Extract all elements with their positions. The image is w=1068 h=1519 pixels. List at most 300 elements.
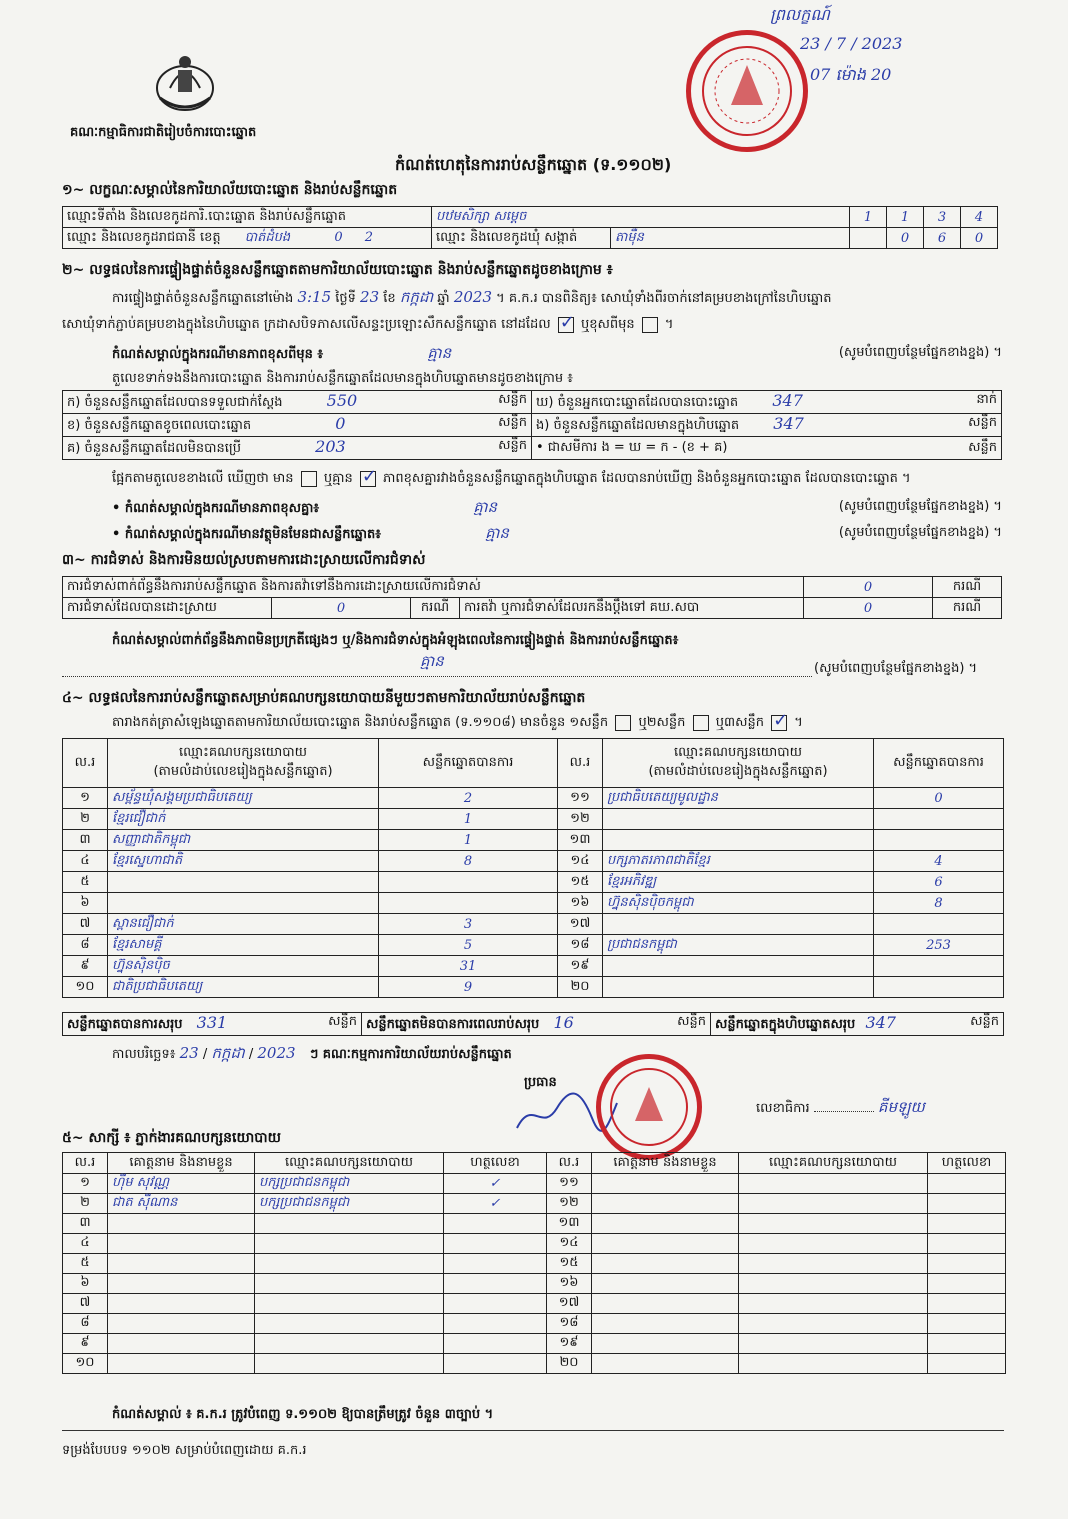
row-number: ១៨ — [547, 1314, 592, 1334]
witness-party — [255, 1354, 444, 1374]
province-cell — [63, 228, 432, 249]
diff-note-value: គ្មាន — [473, 498, 498, 516]
table-row — [63, 893, 1004, 914]
chair-label: ប្រធាន — [524, 1075, 557, 1090]
secretary-line — [756, 1098, 925, 1120]
witness-signature — [928, 1214, 1006, 1234]
table-row — [63, 977, 1004, 998]
party-name: ហ្វ៊ុនស៊ិនប៉ិចកម្ពុជា — [603, 893, 874, 914]
row-number: ១៦ — [558, 893, 603, 914]
witness-party — [739, 1314, 928, 1334]
vote-count — [874, 809, 1004, 830]
witness-party — [255, 1334, 444, 1354]
row-number: ១១ — [558, 788, 603, 809]
row-number: ៨ — [63, 935, 108, 956]
row-number: ២០ — [547, 1354, 592, 1374]
handwritten-note-3: 07 ម៉ោង 20 — [810, 65, 892, 84]
row-number: ១២ — [547, 1194, 592, 1214]
secretary-name: គីមឡូយ — [877, 1098, 925, 1116]
witness-name — [592, 1174, 739, 1194]
figure-label: ក) ចំនួនសន្លឹកឆ្នោតដែលបានទទួលជាក់ស្តែង — [67, 395, 283, 410]
figure-label: ឃ) ចំនួនអ្នកបោះឆ្នោតដែលបានបោះឆ្នោត — [536, 395, 739, 410]
witness-name — [108, 1334, 255, 1354]
total-valid-cell — [63, 1013, 362, 1036]
objections-count: 0 — [804, 577, 933, 598]
bottom-note: ទម្រង់បែបបទ ១១០២ សម្រាប់បំពេញដោយ គ.ក.រ — [62, 1443, 307, 1458]
table-row — [63, 788, 1004, 809]
party-name: ខ្មែរជឿជាក់ — [108, 809, 379, 830]
unit-label: សន្លឹក — [328, 1014, 357, 1029]
witness-signature — [928, 1194, 1006, 1214]
has-difference-checkbox[interactable] — [301, 471, 317, 487]
row-number: ៥ — [63, 872, 108, 893]
location-label: ឈ្មោះទីតាំង និងលេខកូដការិ.បោះឆ្នោត និងរាប់សន្លឹកឆ្នោត — [63, 207, 432, 228]
vote-count: 3 — [379, 914, 558, 935]
diff-note — [112, 498, 1002, 520]
table-row — [63, 1174, 1006, 1194]
witness-signature — [444, 1354, 547, 1374]
witness-signature — [928, 1274, 1006, 1294]
seal-status-text: សោឃុំទាក់ភ្ជាប់គម្របខាងក្នុងនៃហិបឆ្នោត ក្រដាសបិទភាសលើសន្ទះប្រឡោះសឹកសន្លឹកឆ្នោត នៅដដែល — [62, 317, 551, 332]
code-digit: 4 — [961, 207, 998, 228]
witness-signature — [444, 1274, 547, 1294]
row-number: ១៦ — [547, 1274, 592, 1294]
changed-checkbox[interactable] — [642, 317, 658, 333]
witness-name — [108, 1294, 255, 1314]
resolved-count: 0 — [272, 598, 411, 619]
witness-signature — [444, 1234, 547, 1254]
vote-count — [874, 977, 1004, 998]
witness-name — [108, 1274, 255, 1294]
official-stamp-bottom — [596, 1054, 702, 1160]
witness-name — [592, 1334, 739, 1354]
party-name: សម្ព័ន្ធឃុំសង្គមប្រជាធិបតេយ្យ — [108, 788, 379, 809]
official-stamp-top — [686, 30, 808, 152]
witness-party — [739, 1194, 928, 1214]
table-row — [63, 935, 1004, 956]
party-name: ប្រជាជនកម្ពុជា — [603, 935, 874, 956]
party-name: ស្ពានជឿជាក់ — [108, 914, 379, 935]
table-row — [63, 1194, 1006, 1214]
row-number: ៧ — [63, 1294, 108, 1314]
total-box-label: សន្លឹកឆ្នោតក្នុងហិបឆ្នោតសរុប — [715, 1017, 856, 1032]
witness-col-sign: ហត្ថលេខា — [928, 1153, 1006, 1174]
verification-time: 3:15 — [297, 288, 332, 306]
proxy-note-value: គ្មាន — [485, 524, 509, 542]
witness-name — [108, 1254, 255, 1274]
witness-name: ហ៊ីម សុវណ្ណ — [108, 1174, 255, 1194]
witness-signature — [928, 1174, 1006, 1194]
commune-label: ឈ្មោះ និងលេខកូដឃុំ សង្កាត់ — [432, 228, 611, 249]
col-votes-header: សន្លឹកឆ្នោតបានការ — [379, 739, 558, 788]
row-number: ១៧ — [558, 914, 603, 935]
witness-col-sign: ហត្ថលេខា — [444, 1153, 547, 1174]
section4-title: ៤~ លទ្ធផលនៃការរាប់សន្លឹកឆ្នោតសម្រាប់គណបក្សនយោបាយនីមួយៗតាមការិយាល័យរាប់សន្លឹកឆ្នោត — [62, 690, 586, 706]
figures-intro: តួលេខទាក់ទងនឹងការបោះឆ្នោត និងការរាប់សន្លឹកឆ្នោតដែលមានក្នុងហិបឆ្នោតមានដូចខាងក្រោម ៖ — [112, 371, 573, 386]
party-name: ហ្វ៊ុនស៊ិនប៉ិច — [108, 956, 379, 977]
equation-label: • ជាសមីការ ង = ឃ = ក - (ខ + គ) — [536, 439, 728, 455]
col-no-header: ល.រ — [558, 739, 603, 788]
fill-hint: (សូមបំពេញបន្ថែមផ្នែកខាងខ្នង) ។ — [814, 661, 978, 676]
verification-year-label: ឆ្នាំ — [437, 291, 450, 306]
unit-label: ករណី — [411, 598, 460, 619]
figures-table — [62, 390, 1002, 460]
party-name: ខ្មែរអភិវឌ្ឍ — [603, 872, 874, 893]
witness-name — [592, 1194, 739, 1214]
row-number: ១ — [63, 1174, 108, 1194]
row-number: ៣ — [63, 830, 108, 851]
witness-table — [62, 1152, 1006, 1374]
party-name — [603, 977, 874, 998]
figure-label: ខ) ចំនួនសន្លឹកឆ្នោតខូចពេលបោះឆ្នោត — [67, 418, 252, 433]
witness-name — [108, 1354, 255, 1374]
table-row — [63, 851, 1004, 872]
figure-value: 550 — [326, 391, 358, 410]
province-value: បាត់ដំបង — [244, 229, 291, 245]
proxy-note-label: • កំណត់សម្គាល់ក្នុងករណីមានវត្ថុមិនមែនជាសន្លឹកឆ្នោត៖ — [112, 527, 381, 542]
col-votes-header: សន្លឹកឆ្នោតបានការ — [874, 739, 1004, 788]
witness-name — [108, 1214, 255, 1234]
seal-note — [112, 344, 1002, 366]
witness-party — [255, 1314, 444, 1334]
vote-count: 5 — [379, 935, 558, 956]
party-name: ខ្មែរស្នេហាជាតិ — [108, 851, 379, 872]
footer-divider — [62, 1430, 1004, 1431]
row-number: ២០ — [558, 977, 603, 998]
witness-signature — [444, 1334, 547, 1354]
witness-signature — [444, 1314, 547, 1334]
commune-code-digit: 0 — [961, 228, 998, 249]
figure-value: 203 — [315, 437, 346, 456]
compare-tail: ភាពខុសគ្នារវាងចំនួនសន្លឹកឆ្នោតក្នុងហិបឆ្នោត ដែលបានរាប់ឃើញ និងចំនួនអ្នកបោះឆ្នោត ដែលបានបោះឆ្នោត ។ — [383, 471, 911, 486]
vote-count: 1 — [379, 830, 558, 851]
witness-signature — [444, 1294, 547, 1314]
vote-count — [874, 956, 1004, 977]
two-sheet-checkbox[interactable] — [693, 715, 709, 731]
vote-count — [874, 830, 1004, 851]
no-difference-label: ឬគ្មាន — [323, 471, 353, 486]
witness-col-party: ឈ្មោះគណបក្សនយោបាយ — [255, 1153, 444, 1174]
table-row — [63, 1274, 1006, 1294]
verification-month: កក្កដា — [399, 288, 434, 306]
section1-table — [62, 206, 998, 249]
witness-party — [739, 1294, 928, 1314]
witness-signature — [928, 1254, 1006, 1274]
total-box-cell — [711, 1013, 1004, 1036]
witness-name — [592, 1274, 739, 1294]
table-row — [63, 1314, 1006, 1334]
row-number: ១២ — [558, 809, 603, 830]
empty-cell — [850, 228, 887, 249]
row-number: ៥ — [63, 1254, 108, 1274]
commune-value: តាម៉ឺន — [611, 228, 850, 249]
witness-signature: ✓ — [444, 1174, 547, 1194]
no-difference-checkbox[interactable] — [360, 471, 376, 487]
three-sheet-label: ឬ៣សន្លឹក — [715, 715, 764, 730]
unit-label: ករណី — [933, 598, 1002, 619]
verification-time-label: ការផ្ទៀងផ្ទាត់ចំនួនសន្លឹកឆ្នោតនៅម៉ោង — [112, 291, 294, 306]
vote-count: 6 — [874, 872, 1004, 893]
row-number: ១៥ — [558, 872, 603, 893]
row-number: ៨ — [63, 1314, 108, 1334]
witness-col-party: ឈ្មោះគណបក្សនយោបាយ — [739, 1153, 928, 1174]
witness-name — [592, 1234, 739, 1254]
row-number: ១ — [63, 788, 108, 809]
seal-note-value: គ្មាន — [427, 344, 452, 362]
figure-value: 0 — [335, 414, 346, 433]
col-party-header — [108, 739, 379, 788]
witness-party — [255, 1274, 444, 1294]
witness-col-no: ល.រ — [547, 1153, 592, 1174]
sheet-count-line: តារាងកត់ត្រាសំឡេងឆ្នោតតាមការិយាល័យបោះឆ្នោត និងរាប់សន្លឹកឆ្នោត (ទ.១១០៨) មានចំនួន ១សន្លឹក ឬ២សន្លឹក ឬ៣សន្លឹក ✓ ។ — [112, 714, 803, 733]
row-number: ១៥ — [547, 1254, 592, 1274]
witness-name — [592, 1254, 739, 1274]
table-row — [63, 1294, 1006, 1314]
figure-label: គ) ចំនួនសន្លឹកឆ្នោតដែលមិនបានប្រើ — [67, 441, 241, 456]
figure-row — [532, 414, 1002, 437]
vote-count — [379, 872, 558, 893]
total-box-value: 347 — [865, 1013, 896, 1032]
province-code-digit: 0 — [334, 229, 343, 245]
equation-row — [532, 437, 1002, 460]
verification-text: ។ គ.ក.រ បានពិនិត្យ៖ សោឃុំទាំងពីរចាក់នៅគម្របខាងក្រៅនៃហិបឆ្នោត — [496, 291, 832, 306]
witness-name — [592, 1294, 739, 1314]
fill-hint: (សូមបំពេញបន្ថែមផ្នែកខាងខ្នង) ។ — [838, 345, 1002, 360]
vote-count: 9 — [379, 977, 558, 998]
witness-party — [739, 1174, 928, 1194]
two-sheet-label: ឬ២សន្លឹក — [638, 715, 686, 730]
code-digit: 3 — [924, 207, 961, 228]
witness-party — [739, 1354, 928, 1374]
row-number: ២ — [63, 1194, 108, 1214]
party-name — [603, 830, 874, 851]
witness-party: បក្សប្រជាជនកម្ពុជា — [255, 1174, 444, 1194]
province-code-digit: 2 — [364, 229, 374, 245]
table-row — [63, 956, 1004, 977]
section3-title: ៣~ ការជំទាស់ និងការមិនយល់ស្របតាមការដោះស្រាយលើការជំទាស់ — [62, 552, 426, 568]
witness-name — [108, 1314, 255, 1334]
figure-unit: សន្លឹក — [498, 392, 527, 407]
unit-label: សន្លឹក — [970, 1014, 999, 1029]
vote-count: 0 — [874, 788, 1004, 809]
location-value: បឋមសិក្សា សម្តេច — [432, 207, 850, 228]
national-emblem — [150, 48, 220, 116]
table-row — [63, 872, 1004, 893]
table-row — [63, 1354, 1006, 1374]
witness-signature — [928, 1294, 1006, 1314]
witness-signature — [928, 1354, 1006, 1374]
row-number: ៤ — [63, 851, 108, 872]
verification-month-label: ខែ — [383, 291, 396, 306]
proxy-note — [112, 524, 1002, 546]
objections-label: ការជំទាស់ពាក់ព័ន្ធនឹងការរាប់សន្លឹកឆ្នោត និងការតវ៉ាទៅនឹងការដោះស្រាយលើការជំទាស់ — [63, 577, 804, 598]
party-name: ជាតិប្រជាធិបតេយ្យ — [108, 977, 379, 998]
figure-value: 347 — [773, 414, 804, 433]
resolved-label: ការជំទាស់ដែលបានដោះស្រាយ — [63, 598, 272, 619]
commune-code-digit: 0 — [887, 228, 924, 249]
total-invalid-cell — [362, 1013, 711, 1036]
col-party-sub: (តាមលំដាប់លេខរៀងក្នុងសន្លឹកឆ្នោត) — [648, 764, 828, 779]
code-digit: 1 — [850, 207, 887, 228]
date-label: កាលបរិច្ឆេទ៖ — [112, 1047, 176, 1062]
compare-line — [112, 470, 911, 489]
vote-count: 8 — [379, 851, 558, 872]
appeal-count: 0 — [804, 598, 933, 619]
row-number: ៤ — [63, 1234, 108, 1254]
vote-count: 2 — [379, 788, 558, 809]
figure-value: 347 — [772, 391, 803, 410]
secretary-signature — [814, 1111, 874, 1112]
witness-signature — [928, 1334, 1006, 1354]
witness-name — [108, 1234, 255, 1254]
irregularity-note-label: កំណត់សម្គាល់ពាក់ព័ន្ធនឹងភាពមិនប្រក្រតីផ្សេងៗ ឬ/និងការជំទាស់ក្នុងអំឡុងពេលនៃការផ្ទៀងផ្ទាត់ និងការរាប់សន្លឹកឆ្នោត៖ — [112, 633, 679, 648]
vote-count: 253 — [874, 935, 1004, 956]
party-name — [108, 872, 379, 893]
row-number: ៦ — [63, 893, 108, 914]
row-number: ១១ — [547, 1174, 592, 1194]
col-party-label: ឈ្មោះគណបក្សនយោបាយ — [674, 745, 802, 760]
table-row — [63, 809, 1004, 830]
col-no-header: ល.រ — [63, 739, 108, 788]
row-number: ១៤ — [547, 1234, 592, 1254]
appeal-label: ការតវ៉ា ឬការជំទាស់ដែលរកនឹងប្តឹងទៅ គឃ.សបា — [460, 598, 804, 619]
vote-count — [874, 914, 1004, 935]
irregularity-note-value: គ្មាន — [420, 652, 444, 670]
handwritten-note-2: 23 / 7 / 2023 — [800, 34, 903, 53]
party-name: ប្រជាធិបតេយ្យមូលដ្ឋាន — [603, 788, 874, 809]
three-sheet-checkbox[interactable] — [771, 715, 787, 731]
col-party-header — [603, 739, 874, 788]
section5-title: ៥~ សាក្សី ៖ ភ្នាក់ងារគណបក្សនយោបាយ — [62, 1130, 281, 1146]
witness-signature: ✓ — [444, 1194, 547, 1214]
fill-hint: (សូមបំពេញបន្ថែមផ្នែកខាងខ្នង) ។ — [838, 499, 1002, 514]
witness-party — [739, 1214, 928, 1234]
figure-unit: សន្លឹក — [498, 438, 527, 453]
row-number: ១៣ — [558, 830, 603, 851]
verification-day: 23 — [360, 288, 380, 306]
table-row — [63, 1334, 1006, 1354]
committee-label: ៗ គណៈកម្មការការិយាល័យរាប់សន្លឹកឆ្នោត — [309, 1047, 512, 1062]
objections-table — [62, 576, 1002, 619]
witness-signature — [444, 1214, 547, 1234]
one-sheet-checkbox[interactable] — [615, 715, 631, 731]
party-name — [603, 809, 874, 830]
figure-row — [63, 391, 532, 414]
row-number: ១៤ — [558, 851, 603, 872]
witness-signature — [928, 1234, 1006, 1254]
unchanged-checkbox[interactable] — [558, 317, 574, 333]
row-number: ១០ — [63, 977, 108, 998]
witness-signature — [928, 1314, 1006, 1334]
date-day: 23 — [179, 1044, 199, 1062]
witness-party — [255, 1234, 444, 1254]
verification-year: 2023 — [453, 288, 492, 306]
vote-count: 4 — [874, 851, 1004, 872]
row-number: ១៩ — [558, 956, 603, 977]
unit-label: សន្លឹក — [677, 1014, 706, 1029]
total-valid-value: 331 — [196, 1013, 228, 1032]
party-name: បក្សភាតរភាពជាតិខ្មែរ — [603, 851, 874, 872]
code-digit: 1 — [887, 207, 924, 228]
figure-unit: សន្លឹក — [968, 415, 997, 430]
verification-line-2: សោឃុំទាក់ភ្ជាប់គម្របខាងក្នុងនៃហិបឆ្នោត ក្រដាសបិទភាសលើសន្ទះប្រឡោះសឹកសន្លឹកឆ្នោត នៅដដែល ✓ ឬខុសពីមុន ។ — [62, 316, 673, 335]
witness-name — [592, 1214, 739, 1234]
witness-name: ជាត ស៊ីណាន — [108, 1194, 255, 1214]
party-name — [108, 893, 379, 914]
witness-signature — [444, 1254, 547, 1274]
witness-party — [739, 1254, 928, 1274]
row-number: ១៨ — [558, 935, 603, 956]
table-row — [63, 830, 1004, 851]
witness-party — [255, 1294, 444, 1314]
diff-note-label: • កំណត់សម្គាល់ក្នុងករណីមានភាពខុសគ្នា៖ — [112, 501, 320, 516]
witness-party — [739, 1274, 928, 1294]
witness-party — [739, 1234, 928, 1254]
witness-name — [592, 1314, 739, 1334]
seal-note-label: កំណត់សម្គាល់ក្នុងករណីមានភាពខុសពីមុន ៖ — [112, 347, 324, 362]
sheet-count-text: តារាងកត់ត្រាសំឡេងឆ្នោតតាមការិយាល័យបោះឆ្នោត និងរាប់សន្លឹកឆ្នោត (ទ.១១០៨) មានចំនួន ១សន្លឹក — [112, 715, 609, 730]
row-number: ១៧ — [547, 1294, 592, 1314]
row-number: ១៣ — [547, 1214, 592, 1234]
province-label: ឈ្មោះ និងលេខកូដរាជធានី ខេត្ត — [67, 229, 221, 245]
total-invalid-label: សន្លឹកឆ្នោតមិនបានការពេលរាប់សរុប — [366, 1017, 540, 1032]
party-name — [603, 914, 874, 935]
figure-row — [63, 437, 532, 460]
section2-title: ២~ លទ្ធផលនៃការផ្ទៀងផ្ទាត់ចំនួនសន្លឹកឆ្នោតតាមការិយាល័យបោះឆ្នោត និងរាប់សន្លឹកឆ្នោតដូចខាងក្រោម ៖ — [62, 262, 613, 278]
authority-name: គណៈកម្មាធិការជាតិរៀបចំការបោះឆ្នោត — [70, 125, 257, 140]
col-party-label: ឈ្មោះគណបក្សនយោបាយ — [179, 745, 307, 760]
results-table — [62, 738, 1004, 998]
footer-note: កំណត់សម្គាល់ ៖ គ.ក.រ ត្រូវបំពេញ ទ.១១០២ ឱ្យបានត្រឹមត្រូវ ចំនួន ៣ច្បាប់ ។ — [112, 1407, 494, 1422]
party-name: សញ្ញាជាតិកម្ពុជា — [108, 830, 379, 851]
party-name — [603, 956, 874, 977]
row-number: ១០ — [63, 1354, 108, 1374]
commune-code-digit: 6 — [924, 228, 961, 249]
vote-count: 8 — [874, 893, 1004, 914]
compare-text: ផ្អែកតាមតួលេខខាងលើ ឃើញថា មាន — [112, 471, 294, 486]
witness-party — [255, 1214, 444, 1234]
totals-table — [62, 1012, 1004, 1036]
table-row — [63, 1254, 1006, 1274]
figure-unit: សន្លឹក — [498, 415, 527, 430]
row-number: ៩ — [63, 956, 108, 977]
witness-col-name: គោត្តនាម និងនាមខ្លួន — [592, 1153, 739, 1174]
witness-party — [255, 1254, 444, 1274]
row-number: ២ — [63, 809, 108, 830]
vote-count — [379, 893, 558, 914]
figure-row — [532, 391, 1002, 414]
date-line: កាលបរិច្ឆេទ៖ 23 / កក្កដា / 2023 ៗ គណៈកម្មការការិយាល័យរាប់សន្លឹកឆ្នោត — [112, 1044, 512, 1062]
unit-label: ករណី — [933, 577, 1002, 598]
row-number: ១៩ — [547, 1334, 592, 1354]
row-number: ៣ — [63, 1214, 108, 1234]
total-invalid-value: 16 — [553, 1013, 574, 1032]
verification-day-label: ថ្ងៃទី — [335, 291, 356, 306]
changed-label: ឬខុសពីមុន — [580, 317, 635, 332]
witness-party — [739, 1334, 928, 1354]
verification-line-1 — [112, 288, 832, 310]
row-number: ៦ — [63, 1274, 108, 1294]
witness-party: បក្សប្រជាជនកម្ពុជា — [255, 1194, 444, 1214]
figure-unit: នាក់ — [976, 392, 997, 407]
party-name: ខ្មែរសាមគ្គី — [108, 935, 379, 956]
section1-title: ១~ លក្ខណៈសម្គាល់នៃការិយាល័យបោះឆ្នោត និងរាប់សន្លឹកឆ្នោត — [62, 182, 398, 198]
witness-col-name: គោត្តនាម និងនាមខ្លួន — [108, 1153, 255, 1174]
date-month: កក្កដា — [211, 1044, 245, 1062]
table-row — [63, 1214, 1006, 1234]
table-row — [63, 914, 1004, 935]
secretary-label: លេខាធិការ — [756, 1101, 810, 1116]
